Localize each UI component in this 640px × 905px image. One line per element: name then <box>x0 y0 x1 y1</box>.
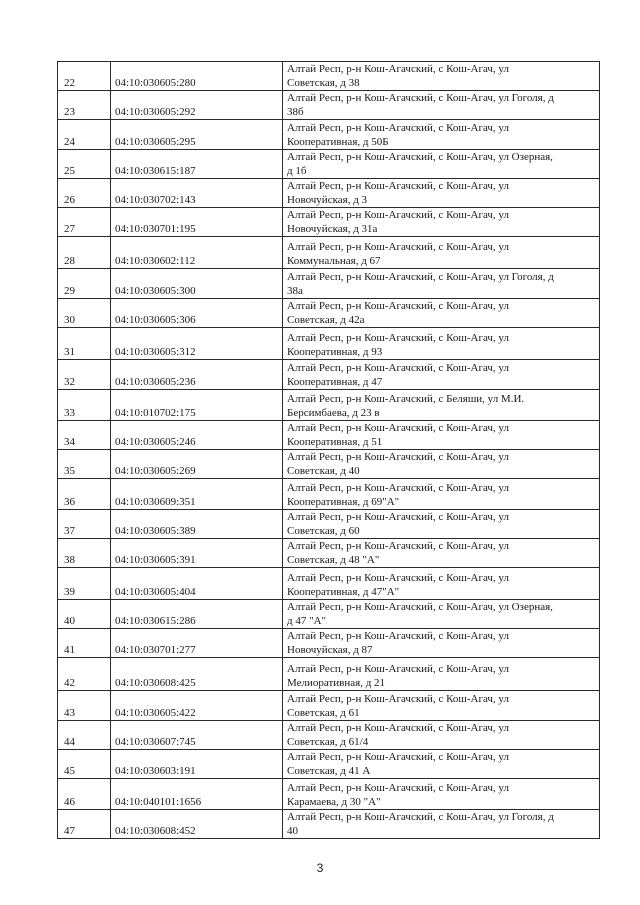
table-row <box>58 328 600 360</box>
table-row <box>58 691 600 721</box>
address-cell <box>283 479 600 510</box>
address-line: Алтай Респ, р-н Кош-Агачский, с Кош-Агач, ул <box>287 180 509 192</box>
row-number: 36 <box>58 479 111 510</box>
address-line: Советская, д 61/4 <box>287 736 369 748</box>
address-line: Алтай Респ, р-н Кош-Агачский, с Кош-Агач, ул Гоголя, д <box>287 271 554 283</box>
address-line: Алтай Респ, р-н Кош-Агачский, с Беляши, ул М.И. <box>287 393 525 405</box>
address-cell <box>283 237 600 269</box>
address-line: Алтай Респ, р-н Кош-Агачский, с Кош-Агач, ул Гоголя, д <box>287 92 554 104</box>
row-number: 37 <box>58 510 111 539</box>
address-line: Алтай Респ, р-н Кош-Агачский, с Кош-Агач, ул <box>287 482 509 494</box>
cadastral-number: 04:10:030615:286 <box>111 600 283 629</box>
row-number: 40 <box>58 600 111 629</box>
address-cell <box>283 91 600 120</box>
cadastral-number: 04:10:030702:143 <box>111 179 283 208</box>
address-line: Мелиоративная, д 21 <box>287 677 386 689</box>
address-cell <box>283 810 600 839</box>
table-row <box>58 721 600 750</box>
address-line: Советская, д 48 "А" <box>287 554 380 566</box>
address-line: Алтай Респ, р-н Кош-Агачский, с Кош-Агач, ул <box>287 122 509 134</box>
address-line: Алтай Респ, р-н Кош-Агачский, с Кош-Агач, ул <box>287 422 509 434</box>
cadastral-number: 04:10:030605:280 <box>111 62 283 91</box>
address-line: д 47 "А" <box>287 615 327 627</box>
cadastral-number: 04:10:030605:292 <box>111 91 283 120</box>
cadastral-number: 04:10:030615:187 <box>111 150 283 179</box>
table-row <box>58 479 600 510</box>
address-cell <box>283 600 600 629</box>
address-cell <box>283 539 600 568</box>
table-row <box>58 360 600 390</box>
address-cell <box>283 510 600 539</box>
table-row <box>58 510 600 539</box>
table-row <box>58 750 600 779</box>
table-body <box>58 62 600 839</box>
row-number: 26 <box>58 179 111 208</box>
address-cell <box>283 658 600 691</box>
cadastral-number: 04:10:010702:175 <box>111 390 283 421</box>
cadastral-number: 04:10:030608:425 <box>111 658 283 691</box>
table-row <box>58 269 600 299</box>
cadastral-number: 04:10:030605:300 <box>111 269 283 299</box>
cadastral-number: 04:10:030607:745 <box>111 721 283 750</box>
row-number: 45 <box>58 750 111 779</box>
cadastral-number: 04:10:030605:295 <box>111 120 283 150</box>
row-number: 31 <box>58 328 111 360</box>
table-row <box>58 390 600 421</box>
cadastral-number: 04:10:030603:191 <box>111 750 283 779</box>
row-number: 35 <box>58 450 111 479</box>
address-line: Советская, д 42а <box>287 314 365 326</box>
row-number: 25 <box>58 150 111 179</box>
address-line: Алтай Респ, р-н Кош-Агачский, с Кош-Агач, ул Озерная, <box>287 601 553 613</box>
address-cell <box>283 450 600 479</box>
row-number: 38 <box>58 539 111 568</box>
table-row <box>58 600 600 629</box>
row-number: 22 <box>58 62 111 91</box>
address-line: Кооперативная, д 47"А" <box>287 586 400 598</box>
address-line: Алтай Респ, р-н Кош-Агачский, с Кош-Агач, ул <box>287 693 509 705</box>
table-row <box>58 150 600 179</box>
table-row <box>58 450 600 479</box>
table-row <box>58 629 600 658</box>
address-cell <box>283 269 600 299</box>
cadastral-number: 04:10:030605:269 <box>111 450 283 479</box>
address-line: Алтай Респ, р-н Кош-Агачский, с Кош-Агач, ул <box>287 332 509 344</box>
cadastral-number: 04:10:030608:452 <box>111 810 283 839</box>
table-row <box>58 237 600 269</box>
table-row <box>58 120 600 150</box>
cadastral-number: 04:10:030609:351 <box>111 479 283 510</box>
cadastral-table <box>57 61 600 839</box>
table-row <box>58 62 600 91</box>
address-line: Советская, д 38 <box>287 77 360 89</box>
address-line: Алтай Респ, р-н Кош-Агачский, с Кош-Агач, ул <box>287 241 509 253</box>
address-line: Алтай Респ, р-н Кош-Агачский, с Кош-Агач, ул <box>287 63 509 75</box>
row-number: 42 <box>58 658 111 691</box>
address-line: Алтай Респ, р-н Кош-Агачский, с Кош-Агач, ул <box>287 782 509 794</box>
address-line: Алтай Респ, р-н Кош-Агачский, с Кош-Агач, ул <box>287 722 509 734</box>
table-row <box>58 658 600 691</box>
address-line: Коммунальная, д 67 <box>287 255 381 267</box>
address-cell <box>283 120 600 150</box>
address-line: Советская, д 41 А <box>287 765 371 777</box>
address-line: Алтай Респ, р-н Кош-Агачский, с Кош-Агач, ул <box>287 663 509 675</box>
row-number: 43 <box>58 691 111 721</box>
page-number: 3 <box>316 861 324 875</box>
cadastral-number: 04:10:030605:391 <box>111 539 283 568</box>
address-line: Советская, д 40 <box>287 465 360 477</box>
address-line: Алтай Респ, р-н Кош-Агачский, с Кош-Агач, ул <box>287 209 509 221</box>
row-number: 32 <box>58 360 111 390</box>
address-line: Советская, д 60 <box>287 525 360 537</box>
cadastral-number: 04:10:030701:277 <box>111 629 283 658</box>
address-line: Новочуйская, д 87 <box>287 644 373 656</box>
cadastral-number: 04:10:040101:1656 <box>111 779 283 810</box>
table-row <box>58 179 600 208</box>
table-row <box>58 299 600 328</box>
address-cell <box>283 299 600 328</box>
table-row <box>58 539 600 568</box>
row-number: 47 <box>58 810 111 839</box>
cadastral-number: 04:10:030605:389 <box>111 510 283 539</box>
cadastral-number: 04:10:030701:195 <box>111 208 283 237</box>
address-cell <box>283 390 600 421</box>
address-line: Берсимбаева, д 23 в <box>287 407 380 419</box>
cadastral-number: 04:10:030605:312 <box>111 328 283 360</box>
address-line: Кооперативная, д 69"А" <box>287 496 400 508</box>
table-row <box>58 91 600 120</box>
address-line: Кооперативная, д 51 <box>287 436 383 448</box>
table-row <box>58 421 600 450</box>
address-line: Алтай Респ, р-н Кош-Агачский, с Кош-Агач, ул <box>287 540 509 552</box>
address-line: Алтай Респ, р-н Кош-Агачский, с Кош-Агач, ул <box>287 751 509 763</box>
address-cell <box>283 179 600 208</box>
table-row <box>58 568 600 600</box>
address-line: Новочуйская, д 3 <box>287 194 368 206</box>
table-row <box>58 208 600 237</box>
address-cell <box>283 208 600 237</box>
row-number: 41 <box>58 629 111 658</box>
table-row <box>58 779 600 810</box>
address-cell <box>283 328 600 360</box>
table-row <box>58 810 600 839</box>
row-number: 39 <box>58 568 111 600</box>
address-line: Кооперативная, д 93 <box>287 346 383 358</box>
address-line: Новочуйская, д 31а <box>287 223 378 235</box>
cadastral-number: 04:10:030602:112 <box>111 237 283 269</box>
row-number: 27 <box>58 208 111 237</box>
address-cell <box>283 568 600 600</box>
cadastral-number: 04:10:030605:404 <box>111 568 283 600</box>
cadastral-number: 04:10:030605:422 <box>111 691 283 721</box>
cadastral-number: 04:10:030605:236 <box>111 360 283 390</box>
cadastral-number: 04:10:030605:306 <box>111 299 283 328</box>
address-line: Алтай Респ, р-н Кош-Агачский, с Кош-Агач, ул <box>287 572 509 584</box>
address-line: Кооперативная, д 50Б <box>287 136 389 148</box>
address-line: Алтай Респ, р-н Кош-Агачский, с Кош-Агач, ул <box>287 511 509 523</box>
address-line: Кооперативная, д 47 <box>287 376 383 388</box>
row-number: 24 <box>58 120 111 150</box>
address-cell <box>283 691 600 721</box>
address-line: 38б <box>287 106 304 118</box>
address-line: Советская, д 61 <box>287 707 360 719</box>
address-cell <box>283 150 600 179</box>
row-number: 29 <box>58 269 111 299</box>
address-line: Алтай Респ, р-н Кош-Агачский, с Кош-Агач, ул <box>287 451 509 463</box>
address-line: 38а <box>287 285 303 297</box>
row-number: 33 <box>58 390 111 421</box>
address-cell <box>283 779 600 810</box>
address-cell <box>283 421 600 450</box>
row-number: 44 <box>58 721 111 750</box>
address-line: Карамаева, д 30 "А" <box>287 796 381 808</box>
address-line: Алтай Респ, р-н Кош-Агачский, с Кош-Агач, ул Гоголя, д <box>287 811 554 823</box>
address-line: Алтай Респ, р-н Кош-Агачский, с Кош-Агач, ул <box>287 362 509 374</box>
address-cell <box>283 62 600 91</box>
address-line: Алтай Респ, р-н Кош-Агачский, с Кош-Агач, ул <box>287 630 509 642</box>
address-cell <box>283 721 600 750</box>
address-line: Алтай Респ, р-н Кош-Агачский, с Кош-Агач, ул <box>287 300 509 312</box>
row-number: 30 <box>58 299 111 328</box>
row-number: 34 <box>58 421 111 450</box>
row-number: 28 <box>58 237 111 269</box>
address-cell <box>283 629 600 658</box>
address-line: 40 <box>287 825 298 837</box>
address-line: д 1б <box>287 165 307 177</box>
address-line: Алтай Респ, р-н Кош-Агачский, с Кош-Агач, ул Озерная, <box>287 151 553 163</box>
address-cell <box>283 360 600 390</box>
cadastral-number: 04:10:030605:246 <box>111 421 283 450</box>
row-number: 46 <box>58 779 111 810</box>
row-number: 23 <box>58 91 111 120</box>
address-cell <box>283 750 600 779</box>
